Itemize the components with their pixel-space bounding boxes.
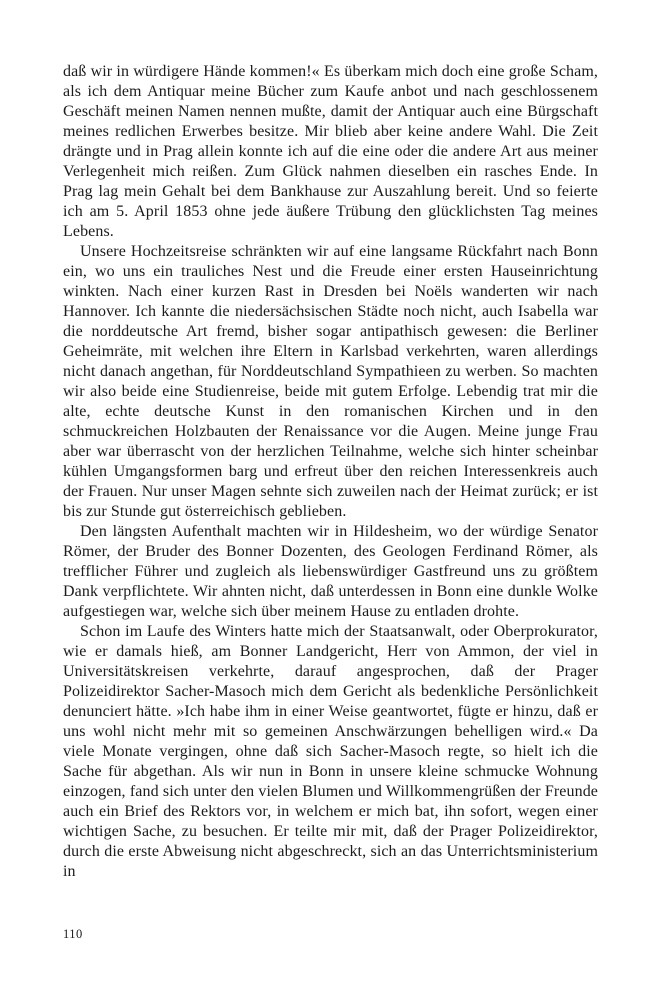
page-number: 110 [63, 927, 83, 941]
paragraph-3: Den längsten Aufenthalt machten wir in Hildesheim, wo der würdige Senator Römer, der Bruder des Bonner Dozenten, des Geologen Ferdinand Römer, als trefflicher Führer und zugleich als liebenswürdiger Gastfreund uns zu größtem Dank verpflichtete. Wir ahnten nicht, daß unterdessen in Bonn eine dunkle Wolke aufgestiegen war, welche sich über meinem Hause zu entladen drohte. [63, 523, 598, 620]
paragraph-1: daß wir in würdigere Hände kommen!« Es überkam mich doch eine große Scham, als ich dem Antiquar meine Bücher zum Kaufe anbot und nach geschlossenem Geschäft meinen Namen nennen mußte, damit der Antiquar auch eine Bürgschaft meines redlichen Erwerbes besitze. Mir blieb aber keine andere Wahl. Die Zeit drängte und in Prag allein konnte ich auf die eine oder die andere Art aus meiner Verlegenheit mich reißen. Zum Glück nahmen dieselben ein rasches Ende. In Prag lag mein Gehalt bei dem Bankhause zur Auszahlung bereit. Und so feierte ich am 5. April 1853 ohne jede äußere Trübung den glücklichsten Tag meines Lebens. [63, 63, 598, 240]
paragraph-4: Schon im Laufe des Winters hatte mich der Staatsanwalt, oder Oberprokurator, wie er damals hieß, am Bonner Landgericht, Herr von Ammon, der viel in Universitätskreisen verkehrte, darauf angesprochen, daß der Prager Polizeidirektor Sacher-Masoch mich dem Gericht als bedenkliche Persönlichkeit denunciert hätte. »Ich habe ihm in einer Weise geantwortet, fügte er hinzu, daß er uns wohl nicht mehr mit so gemeinen Anschwärzungen behelligen wird.« Da viele Monate vergingen, ohne daß sich Sacher-Masoch regte, so hielt ich die Sache für abgethan. Als wir nun in Bonn in unsere kleine schmucke Wohnung einzogen, fand sich unter den vielen Blumen und Willkommengrüßen der Freunde auch ein Brief des Rektors vor, in welchem er mich bat, ihn sofort, wegen einer wichtigen Sache, zu besuchen. Er teilte mir mit, daß der Prager Polizeidirektor, durch die erste Abweisung nicht abgeschreckt, sich an das Unterrichtsministerium in [63, 623, 598, 880]
paragraph-2: Unsere Hochzeitsreise schränkten wir auf eine langsame Rückfahrt nach Bonn ein, wo uns ein trauliches Nest und die Freude einer ersten Hauseinrichtung winkten. Nach einer kurzen Rast in Dresden bei Noëls wanderten wir nach Hannover. Ich kannte die niedersächsischen Städte noch nicht, auch Isabella war die norddeutsche Art fremd, bisher sogar antipathisch gewesen: die Berliner Geheimräte, mit welchen ihre Eltern in Karlsbad verkehrten, waren allerdings nicht danach angethan, für Norddeutschland Sympathieen zu werben. So machten wir also beide eine Studienreise, beide mit gutem Erfolge. Lebendig trat mir die alte, echte deutsche Kunst in den romanischen Kirchen und in den schmuckreichen Holzbauten der Renaissance vor die Augen. Meine junge Frau aber war überrascht von der herzlichen Teilnahme, welche sich hinter scheinbar kühlen Umgangsformen barg und erfreut über den reichen Interessenkreis auch der Frauen. Nur unser Magen sehnte sich zuweilen nach der Heimat zurück; er ist bis zur Stunde gut österreichisch geblieben. [63, 243, 598, 520]
page-text-block [63, 62, 598, 882]
